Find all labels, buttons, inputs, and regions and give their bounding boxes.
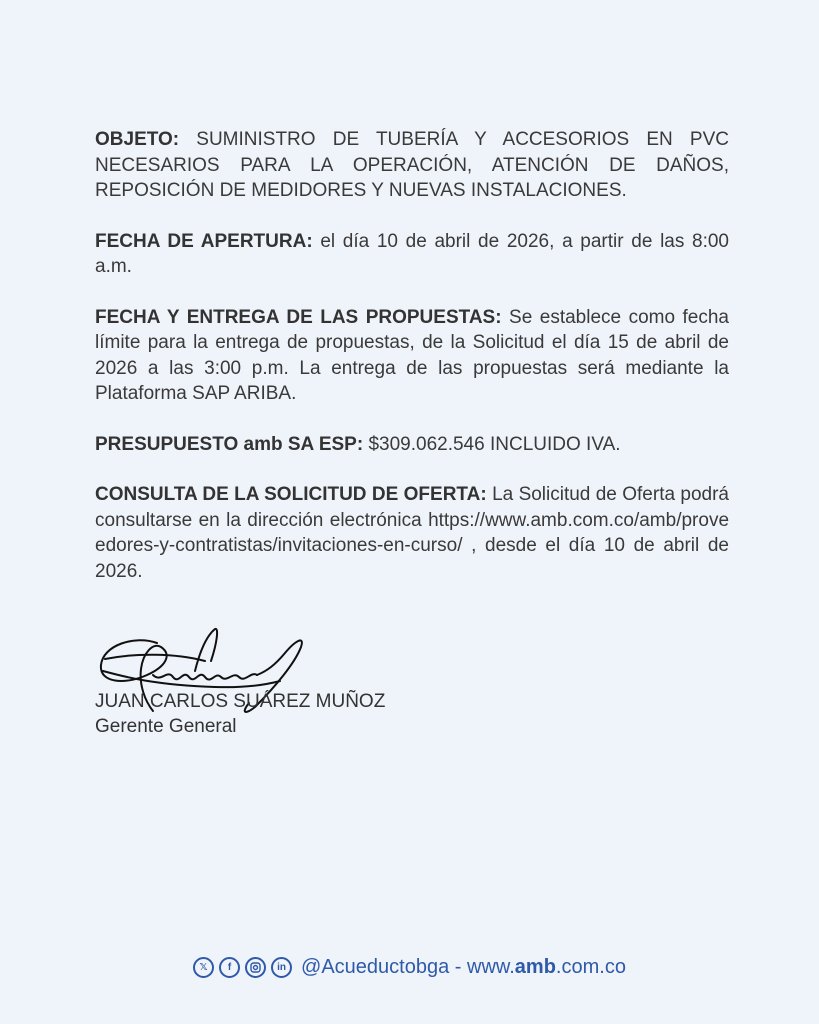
footer-web-brand[interactable]: amb xyxy=(514,956,556,978)
objeto-paragraph xyxy=(95,127,729,204)
consulta-url[interactable]: https://www.amb.com.co/amb/proveedores-y-contratistas/invitaciones-en-curso/ xyxy=(95,509,730,556)
consulta-text-after: , desde el día 10 de abril de 2026. xyxy=(95,535,729,582)
entrega-label: FECHA Y ENTREGA DE LAS PROPUESTAS: xyxy=(95,306,502,328)
presupuesto-label: PRESUPUESTO amb SA ESP: xyxy=(95,433,364,455)
objeto-label: OBJETO: xyxy=(95,129,180,150)
signer-role: Gerente General xyxy=(95,716,237,737)
x-icon[interactable]: 𝕏 xyxy=(193,957,214,978)
apertura-label: FECHA DE APERTURA: xyxy=(95,230,313,252)
footer xyxy=(0,956,819,979)
footer-contact xyxy=(301,956,626,979)
instagram-icon[interactable] xyxy=(245,957,266,978)
apertura-text: el día 10 de abril de 2026, a partir de las 8:00 a.m. xyxy=(95,230,729,277)
objeto-text: SUMINISTRO DE TUBERÍA Y ACCESORIOS EN PVC NECESARIOS PARA LA OPERACIÓN, ATENCIÓN DE DAÑOS, REPOSICIÓN DE MEDIDORES Y NUEVAS INSTALACIONES. xyxy=(95,129,730,201)
signer-name: JUAN CARLOS SUÁREZ MUÑOZ xyxy=(95,691,386,712)
consulta-paragraph xyxy=(95,482,729,584)
facebook-icon[interactable]: f xyxy=(219,957,240,978)
footer-web-suffix[interactable]: .com.co xyxy=(555,956,626,978)
entrega-text: Se establece como fecha límite para la entrega de propuestas, de la Solicitud el día 15 de abril de 2026 a las 3:00 p.m. La entrega de las propuestas será mediante la Plataforma SAP ARIBA. xyxy=(95,306,729,404)
footer-web-prefix[interactable]: www. xyxy=(467,956,515,978)
footer-separator: - xyxy=(449,956,467,978)
linkedin-icon[interactable]: in xyxy=(271,957,292,978)
document-body xyxy=(95,127,729,609)
apertura-paragraph xyxy=(95,229,729,280)
footer-handle[interactable]: @Acueductobga xyxy=(301,956,450,978)
consulta-text: La Solicitud de Oferta podrá consultarse en la dirección electrónica xyxy=(95,484,730,531)
entrega-paragraph xyxy=(95,305,729,407)
consulta-label: CONSULTA DE LA SOLICITUD DE OFERTA: xyxy=(95,484,487,505)
presupuesto-text: $309.062.546 INCLUIDO IVA. xyxy=(368,433,621,455)
presupuesto-paragraph xyxy=(95,432,729,458)
instagram-glyph xyxy=(250,962,261,973)
signature-block xyxy=(95,625,455,745)
